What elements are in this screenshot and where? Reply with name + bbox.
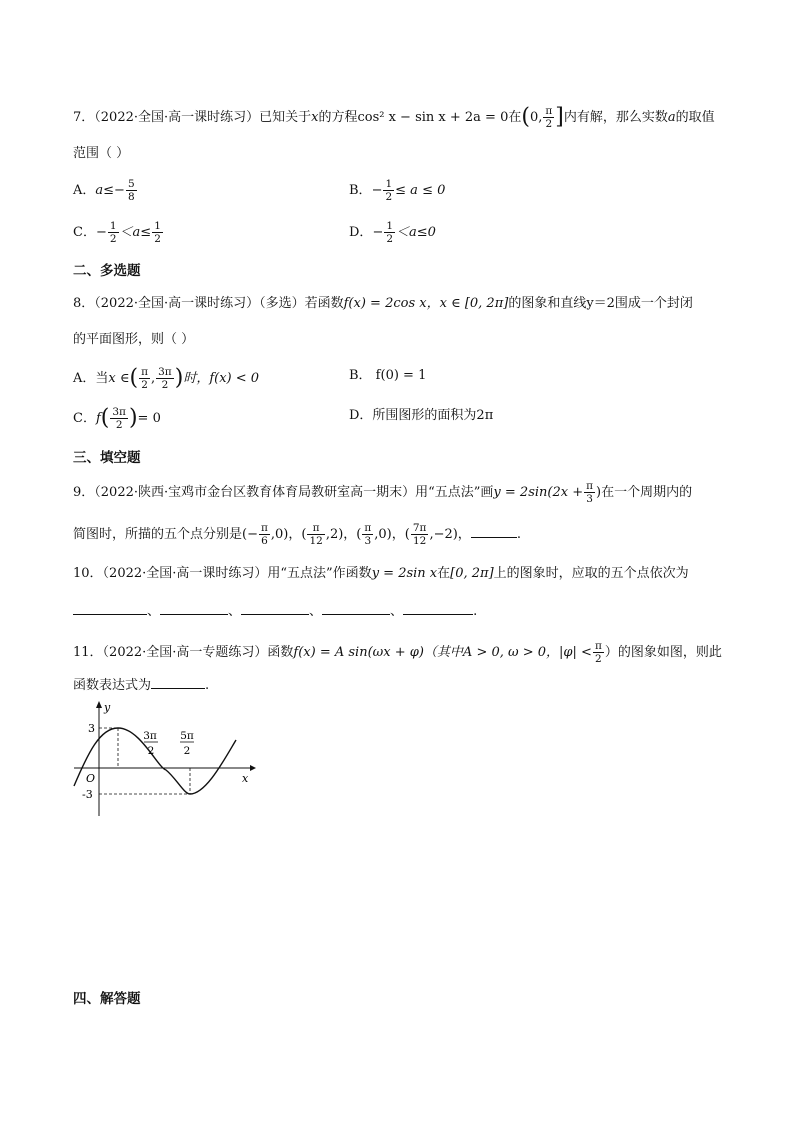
y-label: y	[104, 701, 111, 714]
q7-text-end: 的取值	[675, 110, 715, 125]
sine-graph	[66, 698, 266, 822]
y-max-label: 3	[88, 722, 95, 735]
q8-line1: 8．（2022·全国·高一课时练习）（多选）若函数f(x) = 2cos x，x ∈ [0, 2π]的图象和直线y＝2围成一个封闭	[73, 296, 693, 311]
q7-bracket-close: ]	[555, 104, 564, 130]
q7-interval-start: 0,	[529, 110, 543, 125]
section-solution: 四、解答题	[73, 991, 141, 1007]
q7-equation: 的方程cos² x − sin x + 2a = 0在	[318, 110, 522, 125]
q7-line2: 范围（ ）	[73, 146, 130, 161]
q8-option-a[interactable]: A．当x ∈( $\frac{\pi}{2}$ , $\frac{3\pi}{2}$ )时，f(x) < 0	[73, 365, 260, 391]
q9-line2: 简图时，所描的五个点分别是(− $\frac{\pi}{6}$ ,0)，( $\frac{\pi}{12}$ ,2)，( $\frac{\pi}{3}$ ,0)，( $\frac{7\pi}{12}$ ,−2)， .	[73, 522, 521, 547]
q8-option-c[interactable]: C．f( $\frac{3\pi}{2}$ )= 0	[73, 405, 161, 431]
q7-var-a: a	[667, 110, 676, 125]
q8-domain: ，x ∈ [0, 2π]	[426, 296, 509, 311]
q10-blank-2[interactable]	[160, 602, 228, 615]
q7-option-c[interactable]: C．− $\frac{1}{2}$ ＜a≤ $\frac{1}{2}$	[73, 220, 161, 245]
q9-answer-blank[interactable]	[471, 525, 517, 538]
q8-function: f(x) = 2cos x	[343, 296, 427, 311]
q10-blank-5[interactable]	[403, 602, 473, 615]
q10-blank-4[interactable]	[322, 602, 390, 615]
origin-label: O	[86, 772, 96, 785]
q7-source: 7．（2022·全国·高一课时练习）已知关于	[73, 110, 312, 125]
section-fill-blank: 三、填空题	[73, 450, 141, 466]
tick1-num: 3π	[143, 730, 157, 742]
tick1-den: 2	[147, 745, 155, 757]
q7-var-x: x	[311, 110, 319, 125]
q7-interval-fraction: $\frac{\pi}{2}$	[545, 105, 553, 130]
q10-blank-1[interactable]	[73, 602, 147, 615]
q7-option-b[interactable]: B．− $\frac{1}{2}$ ≤ a ≤ 0	[349, 178, 446, 203]
q7-bracket-open: (	[521, 104, 530, 130]
q7-option-a[interactable]: A．a≤− $\frac{5}{8}$	[73, 178, 135, 203]
q8-option-d[interactable]: D．所围图形的面积为2π	[349, 408, 494, 423]
y-axis-arrow	[96, 701, 102, 708]
q7-line1	[73, 105, 715, 130]
q11-line1: 11．（2022·全国·高一专题练习）函数f(x) = A sin(ωx + φ)（其中A > 0, ω > 0，|φ| < $\frac{\pi}{2}$ ）的图象如图，则此	[73, 640, 722, 665]
q7-text-after: 内有解，那么实数	[563, 110, 668, 125]
tick2-num: 5π	[180, 730, 194, 742]
tick2-den: 2	[183, 745, 191, 757]
x-label: x	[242, 772, 249, 785]
q8-line2: 的平面图形，则（ ）	[73, 332, 195, 347]
q10-line2: 、 、 、 、 .	[73, 602, 477, 622]
q8-option-b[interactable]: B． f(0) = 1	[349, 368, 427, 383]
q11-answer-blank[interactable]	[151, 676, 205, 689]
q10-line1: 10．（2022·全国·高一课时练习）用“五点法”作函数y = 2sin x在[0, 2π]上的图象时，应取的五个点依次为	[73, 566, 689, 581]
section-multi-choice: 二、多选题	[73, 263, 141, 279]
q9-line1: 9．（2022·陕西·宝鸡市金台区教育体育局教研室高一期末）用“五点法”画y = 2sin(2x + $\frac{\pi}{3}$ )在一个周期内的	[73, 480, 693, 505]
q7-option-d[interactable]: D．− $\frac{1}{2}$ ＜a≤0	[349, 220, 436, 245]
x-axis-arrow	[250, 765, 256, 771]
q10-blank-3[interactable]	[241, 602, 309, 615]
y-min-label: -3	[82, 788, 93, 801]
q11-line2: 函数表达式为 .	[73, 678, 210, 693]
